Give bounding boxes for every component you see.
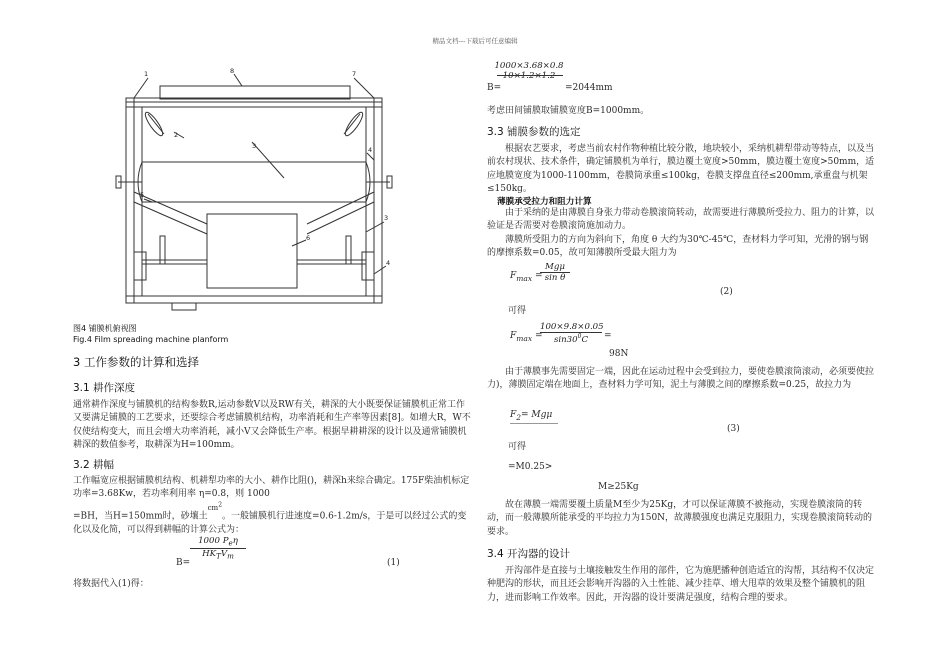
- formula-4-sub: 2: [516, 412, 522, 422]
- text-kede-2: 可得: [508, 442, 527, 452]
- formula-2-f: F: [510, 271, 517, 281]
- text-kede-1: 可得: [508, 306, 527, 316]
- section-3-1-title: 3.1 耕作深度: [73, 382, 136, 394]
- fig-label-4-top: 4: [368, 146, 373, 154]
- fig-label-6: 6: [306, 234, 311, 242]
- fig-label-4-low: 4: [386, 259, 391, 267]
- formula-3-den-sup: 0: [577, 333, 582, 340]
- paragraph-substitute: 将数据代入(1)得：: [73, 579, 149, 589]
- subsection-tension-title: 薄膜承受拉力和阻力计算: [497, 197, 592, 207]
- formula-2-number: (2): [720, 287, 733, 297]
- formula-width-num: 1000×3.68×0.8: [494, 61, 564, 71]
- formula-1-v: V: [220, 548, 228, 559]
- machine-planform-drawing: [112, 64, 412, 316]
- formula-2-fraction: [540, 262, 570, 283]
- formula-3-sub: max: [516, 333, 533, 343]
- formula-width-result: =2044mm: [565, 83, 613, 93]
- formula-3-lhs: $F_{max}$ =: [510, 331, 543, 343]
- fig-label-2: 2: [174, 131, 179, 139]
- formula-1-denominator: HK: [202, 548, 217, 559]
- paragraph-film-width: 考虑田间铺膜取铺膜宽度B=1000mm。: [487, 106, 650, 116]
- paragraph-width-b: [73, 502, 471, 537]
- top-cover: [160, 86, 350, 99]
- bottom-frame-bar: [126, 296, 382, 303]
- paragraph-film-params: 根据农艺要求，考虑当前农村作物种植比较分散，地块较小，采纳机耕犁带动等特点，以及当前农村现状、技术条件，确定铺膜机为单行，膜边覆土宽度>50mm，膜边覆土宽度>50mm，适应地膜宽度为1000-1100mm，卷膜筒承重≤100kg，卷膜支撑盘直径≤200mm,承重盘与机架≤150kg。: [487, 144, 875, 195]
- formula-1-fraction: [190, 536, 246, 560]
- right-side-frame: [374, 98, 382, 303]
- formula-4-number: (3): [727, 424, 740, 434]
- formula-1-number: (1): [387, 558, 400, 568]
- paragraph-conclusion: 故在薄膜一端需要覆土质量M至少为25Kg，才可以保证薄膜不被拖动，实现卷膜滚筒的转动，而一般薄膜所能承受的平均拉力为150N，故薄膜强度也满足克服阻力，实现卷膜滚筒转动的要求。: [487, 500, 873, 537]
- unit-cm-sup: 2: [218, 502, 223, 509]
- formula-3-den: sin30: [553, 334, 578, 345]
- fig-label-1: 1: [144, 70, 149, 78]
- right-disc: [343, 110, 366, 138]
- fig-label-8: 8: [230, 67, 235, 75]
- formula-4-rhs: = Mgμ: [521, 410, 553, 420]
- formula-2-den: sin θ: [540, 272, 570, 283]
- formula-1-den-sub: T: [216, 551, 221, 561]
- section-3-title: 3 工作参数的计算和选择: [73, 355, 199, 369]
- paragraph-tension-1: 由于采纳的是由薄膜自身张力带动卷膜滚筒转动，故需要进行薄膜所受拉力、阻力的计算，以验证是否需要对卷膜滚筒施加动力。: [487, 208, 875, 232]
- paragraph-tillage-depth: 通常耕作深度与铺膜机的结构参数R,运动参数V以及RW有关，耕深的大小既要保证铺膜机正常工作又要满足铺膜的工艺要求，还要综合考虑铺膜机结构，功率消耗和生产率等因素[8]。如增大R，W不仅使结构变大，而且会增大功率消耗，减小V又会降低生产率。根据旱耕耕深的设计以及通常铺膜机耕深的数值参考，取耕深为H=100mm。: [73, 400, 471, 451]
- page-header: 精品文档---下载后可任意编辑: [432, 37, 518, 45]
- formula-4-f: F: [510, 410, 517, 420]
- formula-2-lhs: $F_{max}$ =: [510, 271, 543, 283]
- formula-1-num-sub: e: [228, 538, 233, 548]
- left-side-frame: [126, 98, 134, 303]
- formula-1-lhs: B=: [176, 558, 191, 568]
- formula-3-den-c: C: [581, 334, 589, 345]
- formula-4: [510, 409, 552, 424]
- formula-width-den: 10×1.2×1.2: [502, 71, 556, 81]
- paragraph-width-b2: 。一般铺膜机行进速度=0.6-1.2m/s，于是可以经过公式的变化以及化简，可以得到耕幅的计算公式为：: [73, 511, 467, 535]
- fig-label-7: 7: [352, 70, 357, 78]
- figure-caption-cn: 图4 铺膜机俯视图: [73, 324, 137, 333]
- left-disc: [143, 110, 166, 138]
- fig-label-3-top: 3: [252, 142, 257, 150]
- section-3-2-title: 3.2 耕幅: [73, 459, 115, 471]
- formula-2-sub: max: [516, 273, 533, 283]
- formula-2-num: Mgμ: [545, 262, 565, 272]
- formula-3-eq: =: [604, 331, 612, 341]
- figure-caption-en: Fig.4 Film spreading machine planform: [73, 335, 229, 344]
- fig-label-3-low: 3: [384, 214, 389, 222]
- text-m-result: M≥25Kg: [598, 482, 639, 492]
- unit-cm: cm: [207, 504, 219, 513]
- section-3-4-title: 3.4 开沟器的设计: [487, 548, 571, 560]
- paragraph-furrow-opener: 开沟部件是直接与土壤接触发生作用的部件，它为施肥播种创造适宜的沟帮，其结构不仅决定种肥沟的形状，而且还会影响开沟器的入土性能、减少挂草、增大甩草的效果及整个铺膜机的阻力，进而影响工作效率。因此，开沟器的设计要满足强度，结构合理的要求。: [487, 566, 875, 603]
- formula-3-result: 98N: [609, 349, 629, 359]
- formula-3-f: F: [510, 331, 517, 341]
- paragraph-tension-2: 薄膜所受阻力的方向为斜向下，角度 θ 大约为30℃-45℃，查材料力学可知，光滑的钢与钢的摩擦系数=0.05，故可知薄膜所受最大阻力为: [487, 235, 869, 259]
- paragraph-pull-force: 由于薄膜事先需要固定一端，因此在运动过程中会受到拉力，要使卷膜滚筒滚动，必须要使拉力)，薄膜固定端在地面上，查材料力学可知，泥土与薄膜之间的摩擦系数=0.25，故拉力为: [487, 367, 875, 391]
- text-m-eq: =M0.25>: [508, 462, 553, 472]
- formula-1-numerator: 1000 P: [198, 536, 229, 546]
- center-hopper: [207, 214, 297, 288]
- formula-3-num: 100×9.8×0.05: [540, 322, 604, 332]
- fig-label-5: 5: [140, 191, 145, 199]
- formula-width-lhs: B=: [487, 83, 502, 93]
- formula-width-fraction: [493, 61, 565, 81]
- film-roller: [142, 162, 366, 202]
- formula-1-eta: η: [232, 536, 238, 546]
- paragraph-width-b1: =BH，当H=150mm时，砂壤土: [73, 511, 208, 522]
- formula-3-fraction: [540, 322, 602, 345]
- paragraph-width-a: 工作幅宽应根据铺膜机结构、机耕犁功率的大小、耕作比阻()，耕深h来综合确定。175F柴油机标定功率=3.68Kw，若功率利用率 η=0.8，则 1000: [73, 476, 470, 500]
- formula-1-v-sub: m: [227, 551, 234, 561]
- section-3-3-title: 3.3 铺膜参数的选定: [487, 126, 581, 138]
